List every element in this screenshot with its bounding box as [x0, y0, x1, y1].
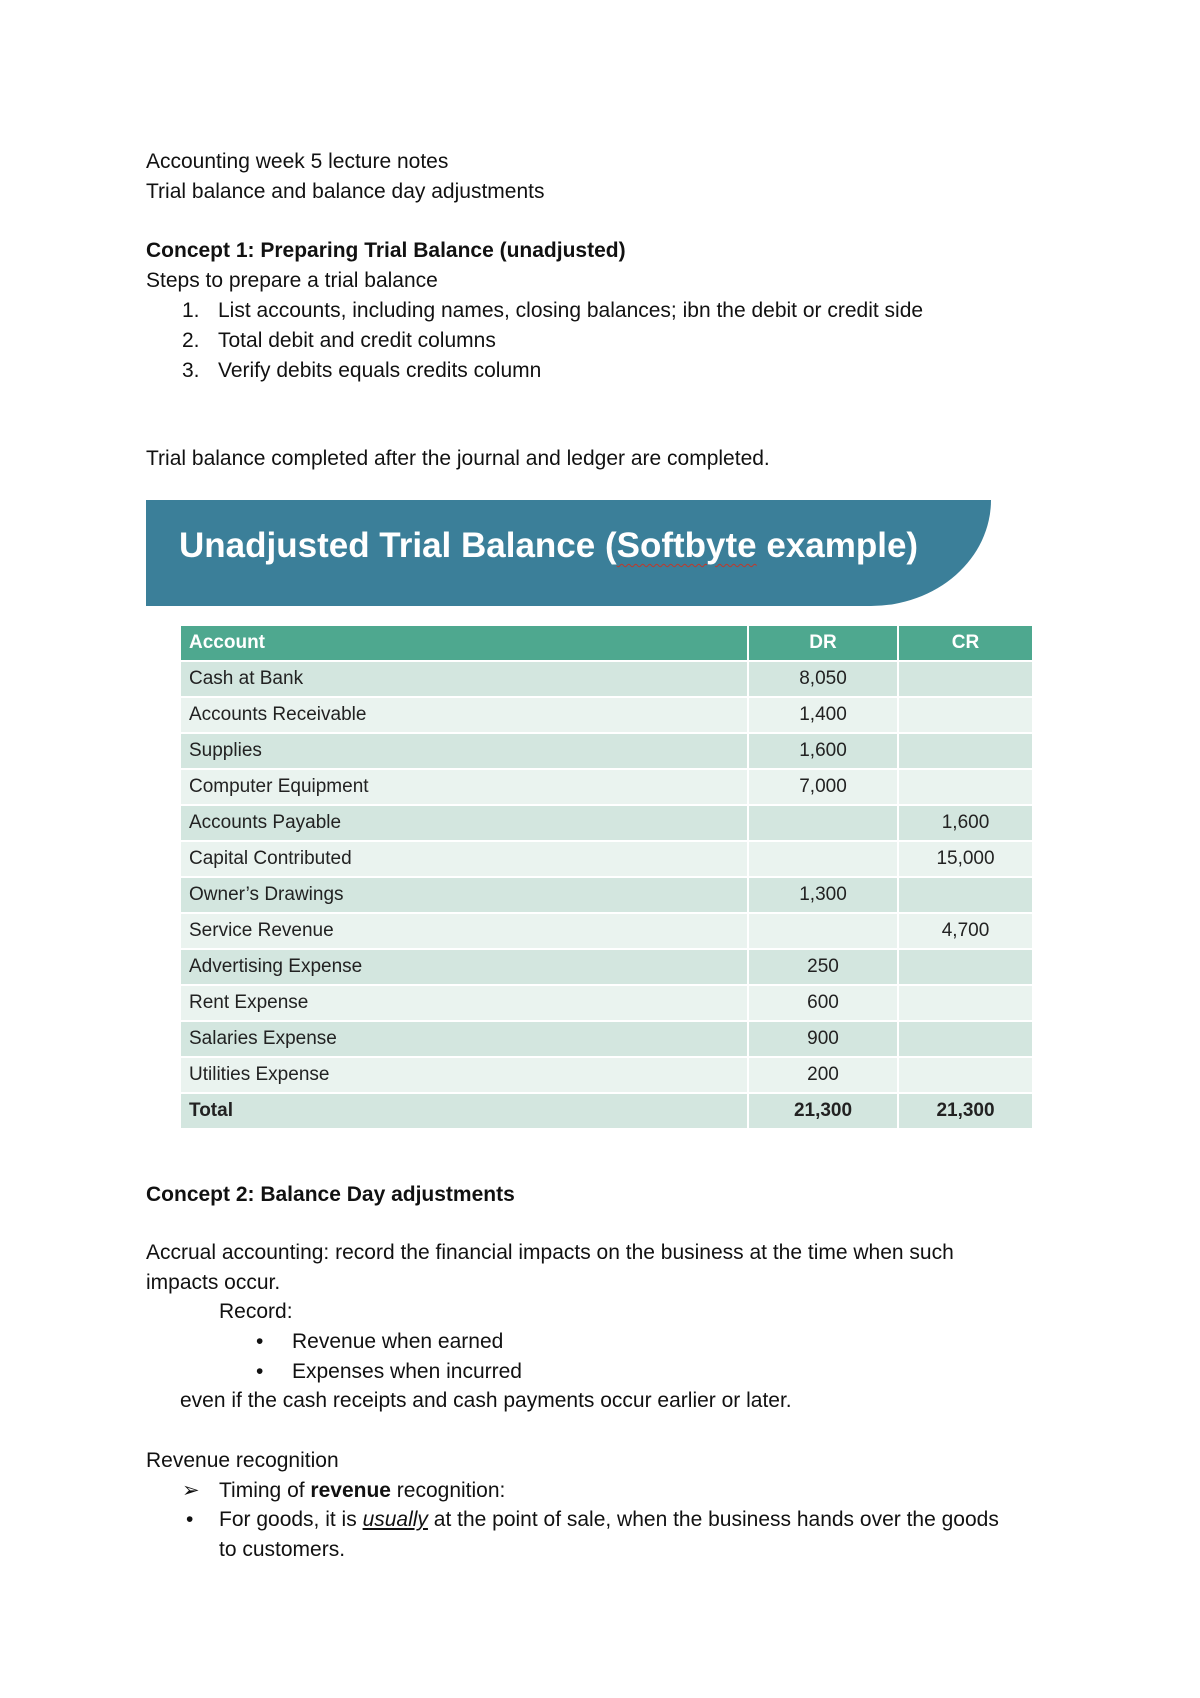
accrual-line-2: impacts occur. [146, 1271, 281, 1294]
table-row [180, 913, 1033, 949]
cr-cell [898, 985, 1033, 1021]
cr-cell: 4,700 [898, 913, 1033, 949]
table-total-row [180, 1093, 1033, 1129]
slide-banner [146, 500, 991, 606]
dr-cell: 7,000 [748, 769, 898, 805]
dr-cell: 200 [748, 1057, 898, 1093]
timing-text [219, 1476, 505, 1506]
total-dr-cell: 21,300 [748, 1093, 898, 1129]
concept1-heading: Concept 1: Preparing Trial Balance (unadjusted) [146, 239, 626, 262]
table-row [180, 733, 1033, 769]
dr-column-header: DR [748, 625, 898, 661]
step-item [146, 296, 923, 326]
record-label: Record: [219, 1300, 293, 1323]
goods-item [186, 1505, 999, 1535]
doc-title: Accounting week 5 lecture notes [146, 150, 449, 173]
account-cell: Utilities Expense [180, 1057, 748, 1093]
cr-cell [898, 733, 1033, 769]
step-text: Total debit and credit columns [218, 329, 496, 352]
cr-cell [898, 877, 1033, 913]
dr-cell: 1,600 [748, 733, 898, 769]
list-item [256, 1327, 522, 1357]
timing-bold: revenue [310, 1479, 391, 1502]
dr-cell: 8,050 [748, 661, 898, 697]
goods-post: at the point of sale, when the business hands over the goods [427, 1508, 999, 1531]
dr-cell: 900 [748, 1021, 898, 1057]
table-row [180, 841, 1033, 877]
account-cell: Advertising Expense [180, 949, 748, 985]
step-item [146, 356, 923, 386]
step-number: 3. [182, 359, 200, 382]
bullet-icon: • [256, 1330, 264, 1353]
account-cell: Salaries Expense [180, 1021, 748, 1057]
step-number: 1. [182, 299, 200, 322]
goods-underlined: usually [362, 1508, 428, 1531]
accrual-line-1: Accrual accounting: record the financial impacts on the business at the time when such [146, 1241, 954, 1264]
account-cell: Cash at Bank [180, 661, 748, 697]
step-text: List accounts, including names, closing balances; ibn the debit or credit side [218, 299, 924, 322]
account-cell: Supplies [180, 733, 748, 769]
table-row [180, 1021, 1033, 1057]
trial-balance-table [179, 624, 1034, 1130]
table-row [180, 661, 1033, 697]
table-row [180, 697, 1033, 733]
total-label-cell: Total [180, 1093, 748, 1129]
table-row [180, 949, 1033, 985]
bullet-icon: • [186, 1508, 194, 1531]
slide-title [179, 524, 918, 568]
table-row [180, 805, 1033, 841]
cr-cell [898, 661, 1033, 697]
account-cell: Accounts Receivable [180, 697, 748, 733]
steps-list [146, 296, 923, 386]
table-header-row [180, 625, 1033, 661]
account-column-header: Account [180, 625, 748, 661]
slide-title-company: Softbyte [616, 526, 757, 565]
account-cell: Owner’s Drawings [180, 877, 748, 913]
arrow-bullet-icon: ➢ [182, 1479, 200, 1502]
account-cell: Computer Equipment [180, 769, 748, 805]
table-row [180, 769, 1033, 805]
record-item-text: Expenses when incurred [292, 1360, 522, 1383]
list-item [256, 1357, 522, 1387]
timing-pre: Timing of [219, 1479, 311, 1502]
bullet-icon: • [256, 1360, 264, 1383]
even-if-line: even if the cash receipts and cash payments occur earlier or later. [180, 1389, 792, 1412]
table-row [180, 985, 1033, 1021]
cr-cell: 1,600 [898, 805, 1033, 841]
dr-cell: 1,300 [748, 877, 898, 913]
cr-column-header: CR [898, 625, 1033, 661]
dr-cell [748, 913, 898, 949]
trial-balance-note: Trial balance completed after the journal and ledger are completed. [146, 447, 770, 470]
record-item-text: Revenue when earned [292, 1330, 504, 1353]
step-number: 2. [182, 329, 200, 352]
cr-cell [898, 949, 1033, 985]
doc-subtitle: Trial balance and balance day adjustments [146, 180, 545, 203]
step-text: Verify debits equals credits column [218, 359, 542, 382]
goods-pre: For goods, it is [219, 1508, 363, 1531]
dr-cell: 250 [748, 949, 898, 985]
revenue-heading: Revenue recognition [146, 1449, 339, 1472]
cr-cell: 15,000 [898, 841, 1033, 877]
cr-cell [898, 1057, 1033, 1093]
account-cell: Accounts Payable [180, 805, 748, 841]
goods-text [219, 1505, 999, 1535]
table-row [180, 877, 1033, 913]
cr-cell [898, 697, 1033, 733]
cr-cell [898, 769, 1033, 805]
steps-intro: Steps to prepare a trial balance [146, 269, 438, 292]
record-list [256, 1327, 522, 1387]
concept2-heading: Concept 2: Balance Day adjustments [146, 1183, 515, 1206]
account-cell: Service Revenue [180, 913, 748, 949]
timing-post: recognition: [390, 1479, 506, 1502]
slide-title-post: example) [756, 526, 919, 565]
step-item [146, 326, 923, 356]
account-cell: Rent Expense [180, 985, 748, 1021]
dr-cell: 600 [748, 985, 898, 1021]
dr-cell: 1,400 [748, 697, 898, 733]
slide-title-pre: Unadjusted Trial Balance ( [179, 526, 617, 565]
account-cell: Capital Contributed [180, 841, 748, 877]
dr-cell [748, 805, 898, 841]
timing-item [182, 1476, 506, 1506]
total-cr-cell: 21,300 [898, 1093, 1033, 1129]
table-row [180, 1057, 1033, 1093]
goods-line-2: to customers. [219, 1538, 346, 1561]
cr-cell [898, 1021, 1033, 1057]
dr-cell [748, 841, 898, 877]
